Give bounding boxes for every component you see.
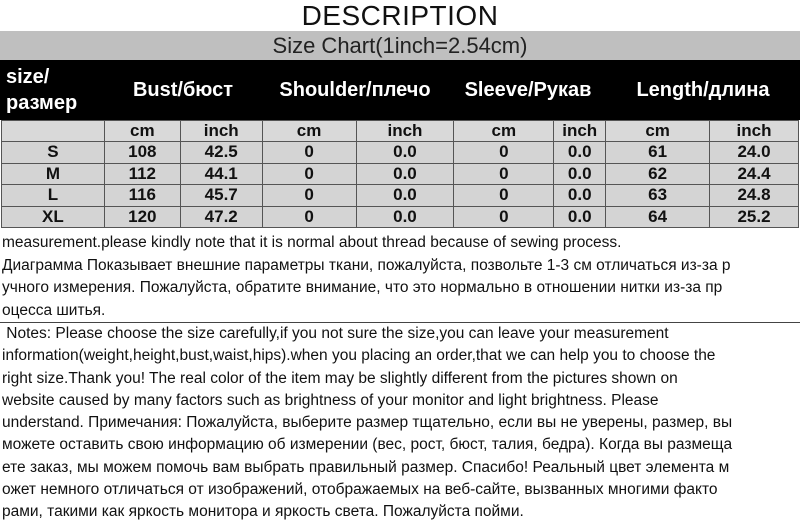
header-length: Length/длина (636, 78, 770, 101)
length-cm: 61 (606, 142, 710, 164)
table-row (2, 185, 799, 207)
bust-cm: 116 (104, 185, 180, 207)
note-line: оцесса шитья. (2, 301, 106, 319)
measurement-note (2, 232, 798, 322)
size-label: M (2, 163, 105, 185)
header-bust: Bust/бюст (132, 78, 234, 101)
sleeve-inch: 0.0 (554, 185, 606, 207)
size-chart-subtitle: Size Chart(1inch=2.54cm) (0, 31, 800, 60)
size-notes (2, 323, 798, 524)
unit-cell: inch (710, 121, 799, 142)
note-line: учного измерения. Пожалуйста, обратите внимание, что это нормально в отношении нитки из-за пр (2, 279, 723, 296)
note-line: measurement.please kindly note that it is normal about thread because of sewing process. (2, 234, 622, 251)
note-line: understand. Примечания: Пожалуйста, выберите размер тщательно, если вы не уверены, размер, вы (2, 414, 733, 432)
note-line: website caused by many factors such as brightness of your monitor and light brightness. Please (2, 391, 659, 409)
shoulder-inch: 0.0 (356, 142, 454, 164)
sleeve-inch: 0.0 (554, 206, 606, 228)
shoulder-cm: 0 (262, 163, 356, 185)
note-line: Диаграмма Показывает внешние параметры ткани, пожалуйста, позвольте 1-3 см отличаться из-за р (2, 256, 731, 274)
table-header (0, 60, 800, 120)
sleeve-inch: 0.0 (554, 163, 606, 185)
unit-cell: inch (554, 121, 606, 142)
size-table (1, 120, 799, 228)
header-sleeve: Sleeve/Рукав (464, 78, 592, 101)
shoulder-inch: 0.0 (356, 163, 454, 185)
bust-cm: 108 (104, 142, 180, 164)
length-inch: 24.4 (710, 163, 799, 185)
length-inch: 25.2 (710, 206, 799, 228)
header-size-line2: размер (6, 92, 78, 114)
header-size-line1: size/ (6, 66, 50, 88)
units-blank (2, 121, 105, 142)
unit-cell: cm (454, 121, 554, 142)
shoulder-cm: 0 (262, 142, 356, 164)
bust-inch: 42.5 (180, 142, 262, 164)
sleeve-inch: 0.0 (554, 142, 606, 164)
sleeve-cm: 0 (454, 185, 554, 207)
unit-cell: cm (262, 121, 356, 142)
length-cm: 63 (606, 185, 710, 207)
bust-inch: 44.1 (180, 163, 262, 185)
sleeve-cm: 0 (454, 206, 554, 228)
shoulder-inch: 0.0 (356, 206, 454, 228)
size-label: L (2, 185, 105, 207)
header-shoulder: Shoulder/плечо (279, 78, 431, 101)
size-label: XL (2, 206, 105, 228)
table-row (2, 206, 799, 228)
table-row (2, 163, 799, 185)
shoulder-cm: 0 (262, 206, 356, 228)
note-line: можете оставить свою информацию об измерении (вес, рост, бюст, талия, бедра). Когда вы размеща (2, 436, 733, 454)
note-line: right size.Thank you! The real color of the item may be slightly different from the pictures shown on (2, 369, 678, 387)
note-line: ете заказ, мы можем помочь вам выбрать правильный размер. Спасибо! Реальный цвет элемента м (2, 458, 730, 476)
header-size (2, 60, 102, 120)
note-line: information(weight,height,bust,waist,hips).when you placing an order,that we can help you to choose the (2, 347, 716, 365)
sleeve-cm: 0 (454, 163, 554, 185)
note-line: ожет немного отличаться от изображений, отображаемых на веб-сайте, вызванных многими факто (2, 481, 718, 499)
bust-inch: 45.7 (180, 185, 262, 207)
bust-cm: 112 (104, 163, 180, 185)
table-row (2, 142, 799, 164)
sleeve-cm: 0 (454, 142, 554, 164)
size-label: S (2, 142, 105, 164)
length-inch: 24.0 (710, 142, 799, 164)
note-line: Notes: Please choose the size carefully,if you not sure the size,you can leave your measurement (2, 325, 669, 342)
unit-cell: cm (104, 121, 180, 142)
shoulder-inch: 0.0 (356, 185, 454, 207)
length-cm: 62 (606, 163, 710, 185)
shoulder-cm: 0 (262, 185, 356, 207)
units-row (2, 121, 799, 142)
note-line: рами, такими как яркость монитора и яркость света. Пожалуйста пойми. (2, 503, 524, 521)
bust-cm: 120 (104, 206, 180, 228)
length-cm: 64 (606, 206, 710, 228)
length-inch: 24.8 (710, 185, 799, 207)
page-title: DESCRIPTION (301, 0, 499, 31)
unit-cell: inch (356, 121, 454, 142)
bust-inch: 47.2 (180, 206, 262, 228)
unit-cell: cm (606, 121, 710, 142)
unit-cell: inch (180, 121, 262, 142)
